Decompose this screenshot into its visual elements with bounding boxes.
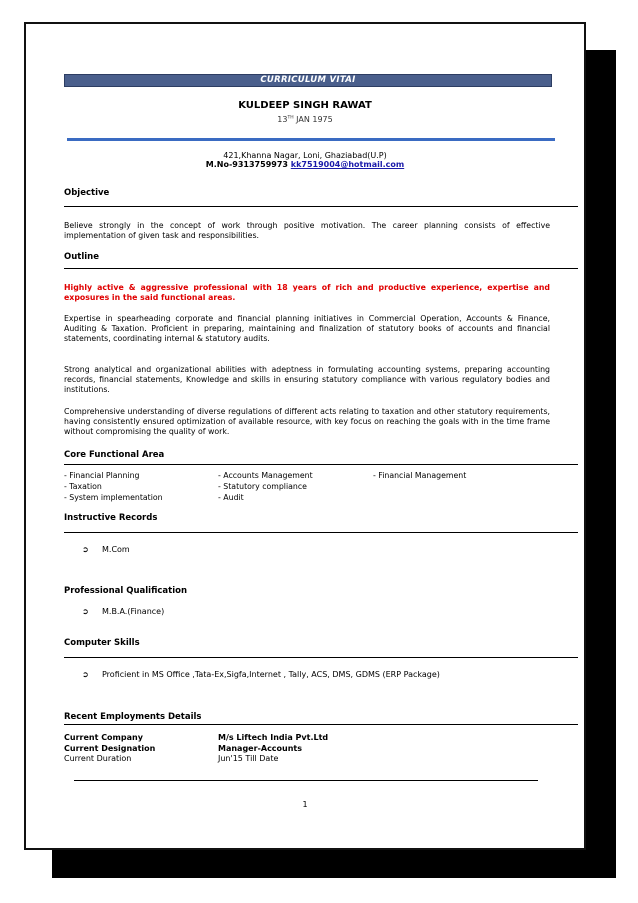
list-item-text: M.Com — [102, 545, 130, 554]
email-link[interactable]: kk7519004@hotmail.com — [290, 160, 405, 169]
page-number: 1 — [302, 800, 308, 809]
core-item: - Statutory compliance — [218, 482, 307, 491]
document-page — [24, 22, 586, 850]
employment-label: Current Duration — [64, 754, 132, 763]
employment-label: Current Designation — [64, 743, 156, 753]
dob-rest: JAN 1975 — [293, 115, 333, 124]
list-item — [82, 545, 130, 554]
mobile-number: M.No-9313759973 — [205, 160, 291, 169]
contact-line — [26, 160, 584, 169]
core-item: - Taxation — [64, 482, 102, 491]
section-rule — [64, 657, 578, 658]
core-item: - System implementation — [64, 493, 163, 502]
outline-heading: Outline — [64, 252, 99, 262]
outline-paragraph-2: Strong analytical and organizational abilities with adeptness in formulating accounting systems, preparing accounting records, financial statements, Knowledge and skills in ensuring statutory compliance with various regulatory bodies and institutions. — [64, 365, 550, 394]
outline-paragraph-1: Expertise in spearheading corporate and financial planning initiatives in Commercial Operation, Accounts & Finance, Auditing & Taxation. Proficient in preparing, maintaining and finalization of statutory books of accounts and financial statements, coordinating internal & statutory audits. — [64, 314, 550, 343]
objective-heading: Objective — [64, 188, 110, 198]
core-column-2 — [218, 470, 313, 503]
list-item — [82, 670, 440, 679]
employment-labels — [64, 733, 155, 765]
cv-banner: CURRICULUM VITAI — [64, 74, 552, 87]
instructive-heading: Instructive Records — [64, 513, 158, 523]
section-rule — [64, 464, 578, 465]
employment-value: Jun'15 Till Date — [218, 754, 279, 763]
arrow-right-icon: ➲ — [82, 670, 89, 679]
core-heading: Core Functional Area — [64, 450, 165, 460]
section-rule — [64, 268, 578, 269]
computer-heading: Computer Skills — [64, 638, 140, 648]
header-divider — [67, 138, 555, 141]
core-item: - Audit — [218, 493, 244, 502]
employment-label: Current Company — [64, 733, 143, 742]
core-column-1 — [64, 470, 163, 503]
employment-value: Manager-Accounts — [218, 743, 303, 753]
outline-highlight: Highly active & aggressive professional with 18 years of rich and productive experience, expertise and exposures in the said functional areas. — [64, 283, 550, 302]
footer-divider — [74, 780, 538, 781]
list-item-text: Proficient in MS Office ,Tata-Ex,Sigfa,Internet , Tally, ACS, DMS, GDMS (ERP Package) — [102, 670, 440, 679]
arrow-right-icon: ➲ — [82, 545, 89, 554]
objective-text: Believe strongly in the concept of work through positive motivation. The career planning consists of effective implementation of given task and responsibilities. — [64, 221, 550, 240]
employment-value: M/s Liftech India Pvt.Ltd — [218, 733, 329, 742]
professional-heading: Professional Qualification — [64, 586, 188, 596]
section-rule — [64, 206, 578, 207]
core-item: - Financial Planning — [64, 471, 140, 480]
candidate-name: KULDEEP SINGH RAWAT — [238, 100, 372, 111]
core-column-3 — [373, 470, 466, 481]
employment-values — [218, 733, 328, 765]
section-rule — [64, 532, 578, 533]
core-item: - Accounts Management — [218, 471, 313, 480]
core-item: - Financial Management — [373, 471, 467, 480]
section-rule — [64, 724, 578, 725]
outline-paragraph-3: Comprehensive understanding of diverse regulations of different acts relating to taxation and other statutory requirements, having consistently ensured optimization of available resource, with key focus on reaching the goals with in the time frame without compromising the quality of work. — [64, 407, 550, 436]
dob-suffix: TH — [287, 115, 294, 121]
list-item — [82, 607, 164, 616]
employment-heading: Recent Employments Details — [64, 712, 202, 722]
address: 421,Khanna Nagar, Loni, Ghaziabad(U.P) — [223, 151, 387, 160]
list-item-text: M.B.A.(Finance) — [102, 607, 165, 616]
date-of-birth — [26, 115, 584, 124]
dob-day: 13 — [277, 115, 288, 124]
arrow-right-icon: ➲ — [82, 607, 89, 616]
